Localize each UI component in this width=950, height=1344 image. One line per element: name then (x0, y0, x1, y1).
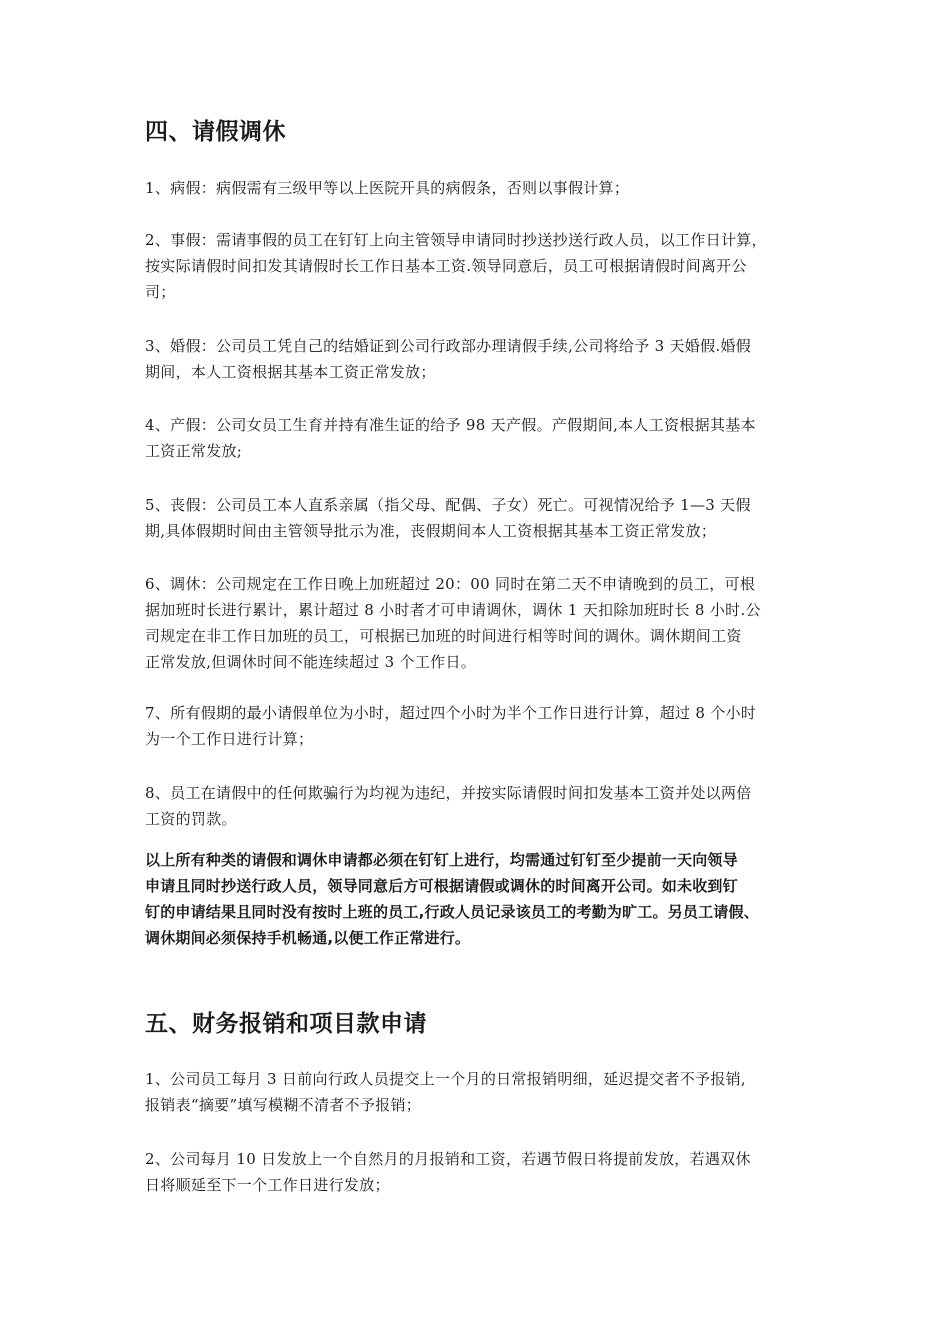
section-4-heading: 四、请假调休 (145, 119, 286, 145)
text-line: 5、丧假：公司员工本人直系亲属（指父母、配偶、子女）死亡。可视情况给予 1—3 天假 (145, 496, 751, 514)
section-5-item-1 (145, 1066, 813, 1118)
text-line: 4、产假：公司女员工生育并持有准生证的给予 98 天产假。产假期间,本人工资根据其基本 (145, 416, 756, 434)
text-line: 7、所有假期的最小请假单位为小时，超过四个小时为半个工作日进行计算，超过 8 个小时 (145, 704, 757, 722)
text-line: 1、公司员工每月 3 日前向行政人员提交上一个月的日常报销明细，延迟提交者不予报销, (145, 1070, 746, 1088)
section-4-item-1 (145, 175, 813, 201)
text-line: 日将顺延至下一个工作日进行发放； (145, 1176, 390, 1194)
text-line: 司规定在非工作日加班的员工，可根据已加班的时间进行相等时间的调休。调休期间工资 (145, 627, 742, 645)
text-line: 6、调休：公司规定在工作日晚上加班超过 20：00 同时在第二天不申请晚到的员工，可根 (145, 575, 756, 593)
text-line: 工资正常发放; (145, 442, 243, 460)
text-line: 2、公司每月 10 日发放上一个自然月的月报销和工资，若遇节假日将提前发放，若遇双休 (145, 1150, 751, 1168)
text-line: 调休期间必须保持手机畅通,以便工作正常进行。 (145, 929, 471, 947)
section-4-item-7 (145, 700, 813, 752)
text-line: 按实际请假时间扣发其请假时长工作日基本工资.领导同意后，员工可根据请假时间离开公 (145, 257, 747, 275)
leave-application-note (145, 847, 813, 951)
text-line: 期,具体假期时间由主管领导批示为准，丧假期间本人工资根据其基本工资正常发放； (145, 522, 717, 540)
text-line: 据加班时长进行累计，累计超过 8 小时者才可申请调休，调休 1 天扣除加班时长 8 小时.公 (145, 601, 761, 619)
text-line: 报销表“摘要”填写模糊不清者不予报销； (145, 1096, 422, 1114)
text-line: 申请且同时抄送行政人员，领导同意后方可根据请假或调休的时间离开公司。如未收到钉 (145, 877, 738, 895)
section-4-item-5 (145, 492, 813, 544)
section-4-item-6 (145, 571, 813, 675)
section-4-item-2 (145, 227, 813, 305)
text-line: 司； (145, 283, 176, 301)
section-4-item-8 (145, 780, 813, 832)
section-4-item-3 (145, 333, 813, 385)
text-line: 钉的申请结果且同时没有按时上班的员工,行政人员记录该员工的考勤为旷工。另员工请假、 (145, 903, 759, 921)
text-line: 2、事假：需请事假的员工在钉钉上向主管领导申请同时抄送抄送行政人员，以工作日计算， (145, 231, 767, 249)
section-5-heading: 五、财务报销和项目款申请 (145, 1011, 427, 1037)
text-line: 期间，本人工资根据其基本工资正常发放； (145, 363, 436, 381)
text-line: 1、病假：病假需有三级甲等以上医院开具的病假条，否则以事假计算； (145, 179, 630, 197)
section-5-item-2 (145, 1146, 813, 1198)
text-line: 正常发放,但调休时间不能连续超过 3 个工作日。 (145, 653, 477, 671)
text-line: 3、婚假：公司员工凭自己的结婚证到公司行政部办理请假手续,公司将给予 3 天婚假.婚假 (145, 337, 752, 355)
section-4-item-4 (145, 412, 813, 464)
text-line: 以上所有种类的请假和调休申请都必须在钉钉上进行，均需通过钉钉至少提前一天向领导 (145, 851, 738, 869)
text-line: 8、员工在请假中的任何欺骗行为均视为违纪，并按实际请假时间扣发基本工资并处以两倍 (145, 784, 752, 802)
text-line: 工资的罚款。 (145, 810, 237, 828)
text-line: 为一个工作日进行计算； (145, 730, 314, 748)
